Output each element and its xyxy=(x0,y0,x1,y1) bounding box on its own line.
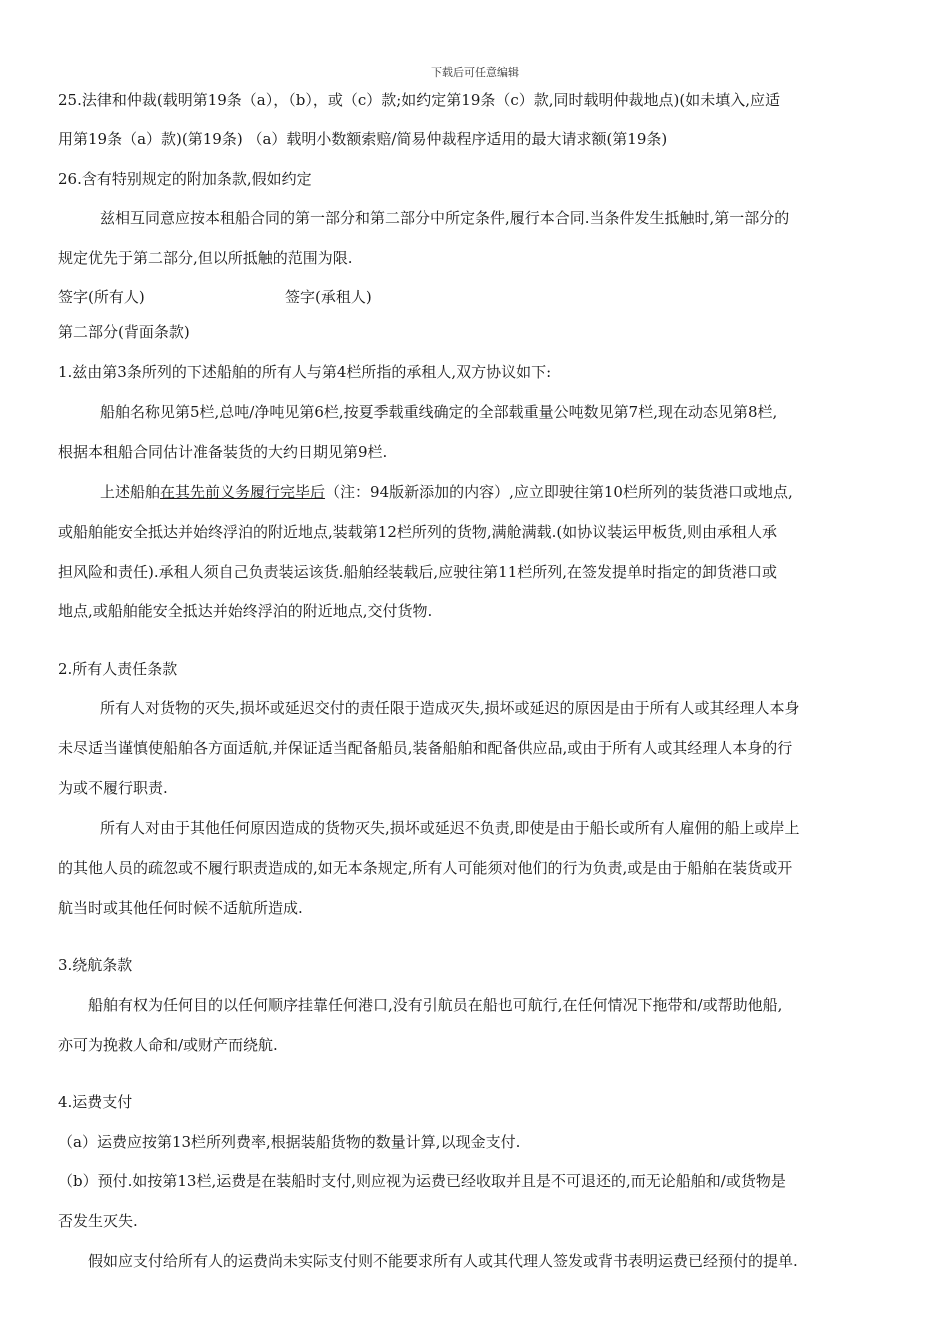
clause-4b-line-2: 否发生灭失. xyxy=(58,1212,138,1230)
clause-1-para-1-line-2: 根据本租船合同估计准备装货的大约日期见第9栏. xyxy=(58,443,388,461)
clause-4a-line: （a）运费应按第13栏所列费率,根据装船货物的数量计算,以现金支付. xyxy=(58,1133,521,1151)
clause-25-line-2: 用第19条（a）款)(第19条) （a）载明小数额索赔/简易仲裁程序适用的最大请求额(第19条) xyxy=(58,130,668,148)
clause-3-para-line-2: 亦可为挽救人命和/或财产而绕航. xyxy=(58,1036,278,1054)
clause-2-para-2-line-1: 所有人对由于其他任何原因造成的货物灭失,损坏或延迟不负责,即使是由于船长或所有人雇佣的船上或岸上 xyxy=(100,819,800,837)
clause-1-para-2-line-2: 或船舶能安全抵达并始终浮泊的附近地点,装载第12栏所列的货物,满舱满载.(如协议装运甲板货,则由承租人承 xyxy=(58,523,778,541)
clause-4b-line-1: （b）预付.如按第13栏,运费是在装船时支付,则应视为运费已经收取并且是不可退还的,而无论船舶和/或货物是 xyxy=(58,1172,786,1190)
agreement-paragraph-line-1: 兹相互同意应按本租船合同的第一部分和第二部分中所定条件,履行本合同.当条件发生抵触时,第一部分的 xyxy=(100,209,790,227)
clause-1-para-2-line-3: 担风险和责任).承租人须自己负责装运该货.船舶经装载后,应驶往第11栏所列,在签发提单时指定的卸货港口或 xyxy=(58,563,778,581)
owner-signature-label: 签字(所有人) xyxy=(58,288,145,306)
clause-26-heading: 26.含有特别规定的附加条款,假如约定 xyxy=(58,170,312,188)
clause-25-line-1: 25.法律和仲裁(载明第19条（a），（b），或（c）款;如约定第19条（c）款,同时载明仲裁地点)(如未填入,应适 xyxy=(58,91,781,109)
page-header: 下载后可任意编辑 xyxy=(431,66,519,79)
clause-3-heading: 3.绕航条款 xyxy=(58,956,133,974)
clause-4-heading: 4.运费支付 xyxy=(58,1093,133,1111)
clause-2-para-1-line-1: 所有人对货物的灭失,损坏或延迟交付的责任限于造成灭失,损坏或延迟的原因是由于所有人或其经理人本身 xyxy=(100,699,800,717)
underlined-amendment-text: 在其先前义务履行完毕后 xyxy=(160,483,326,501)
clause-1-para-2-text-start: 上述船舶 xyxy=(100,483,161,501)
clause-1-heading: 1.兹由第3条所列的下述船舶的所有人与第4栏所指的承租人,双方协议如下: xyxy=(58,363,552,381)
charterer-signature-label: 签字(承租人) xyxy=(285,288,372,306)
clause-1-para-2-line-4: 地点,或船舶能安全抵达并始终浮泊的附近地点,交付货物. xyxy=(58,602,433,620)
agreement-paragraph-line-2: 规定优先于第二部分,但以所抵触的范围为限. xyxy=(58,249,353,267)
clause-2-para-2-line-2: 的其他人员的疏忽或不履行职责造成的,如无本条规定,所有人可能须对他们的行为负责,或是由于船舶在装货或开 xyxy=(58,859,793,877)
clause-3-para-line-1: 船舶有权为任何目的以任何顺序挂靠任何港口,没有引航员在船也可航行,在任何情况下拖带和/或帮助他船, xyxy=(88,996,783,1014)
clause-2-para-2-line-3: 航当时或其他任何时候不适航所造成. xyxy=(58,899,303,917)
clause-2-para-1-line-3: 为或不履行职责. xyxy=(58,779,168,797)
clause-1-para-1-line-1: 船舶名称见第5栏,总吨/净吨见第6栏,按夏季载重线确定的全部载重量公吨数见第7栏,现在动态见第8栏, xyxy=(100,403,778,421)
clause-1-para-2-text-end: （注：94版新添加的内容）,应立即驶往第10栏所列的装货港口或地点, xyxy=(325,483,793,501)
clause-2-para-1-line-2: 未尽适当谨慎使船舶各方面适航,并保证适当配备船员,装备船舶和配备供应品,或由于所有人或其经理人本身的行 xyxy=(58,739,793,757)
clause-2-heading: 2.所有人责任条款 xyxy=(58,660,178,678)
clause-1-para-2-line-1 xyxy=(100,483,893,501)
clause-4-prepaid-line: 假如应支付给所有人的运费尚未实际支付则不能要求所有人或其代理人签发或背书表明运费已经预付的提单. xyxy=(88,1252,798,1270)
part-two-heading: 第二部分(背面条款) xyxy=(58,323,190,341)
